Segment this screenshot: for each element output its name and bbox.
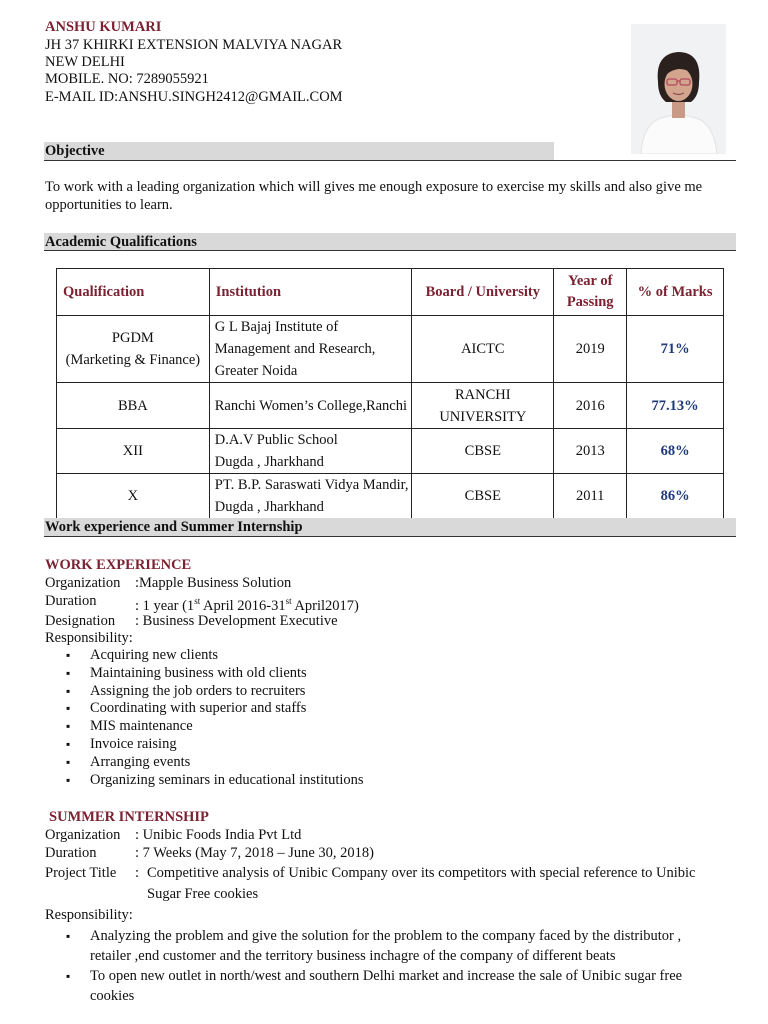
board-cell: CBSE [412,429,554,474]
list-item: ▪ Coordinating with superior and staffs [45,700,364,718]
column-header: Institution [209,269,412,316]
work-designation-label: Designation [45,613,116,629]
institution-cell: G L Bajaj Institute of Management and Research, Greater Noida [209,316,412,383]
objective-text-line-2: opportunities to learn. [45,197,173,213]
list-item: ▪ Maintaining business with old clients [45,665,364,683]
work-organization-label: Organization [45,575,121,591]
column-header: Board / University [412,269,554,316]
work-duration-label: Duration [45,593,97,609]
email-address: E-MAIL ID:ANSHU.SINGH2412@GMAIL.COM [45,89,343,105]
table-row [57,429,724,474]
internship-heading: SUMMER INTERNSHIP [49,809,209,825]
institution-cell: D.A.V Public School Dugda , Jharkhand [209,429,412,474]
table-row [57,383,724,429]
internship-project-label: Project Title [45,865,117,881]
year-cell: 2019 [554,316,627,383]
marks-cell: 86% [627,474,724,519]
list-item: ▪ Analyzing the problem and give the solution for the problem to the company faced by the distributor , retailer ,end customer and the territory business inchagre of the company of different beats [45,926,735,966]
objective-text-line-1: To work with a leading organization which will gives me enough exposure to exercise my skills and also give me [45,179,703,195]
experience-heading: Work experience and Summer Internship [44,518,736,536]
column-header: Year of Passing [554,269,627,316]
board-cell: RANCHI UNIVERSITY [412,383,554,429]
work-designation-value: : Business Development Executive [135,613,338,629]
profile-photo [631,24,726,154]
list-item: ▪ Arranging events [45,754,364,772]
address-line-2: NEW DELHI [45,54,125,70]
work-responsibility-label: Responsibility: [45,630,133,646]
institution-cell: PT. B.P. Saraswati Vidya Mandir, Dugda , Jharkhand [209,474,412,519]
year-cell: 2011 [554,474,627,519]
internship-responsibility-list [45,926,735,1006]
marks-cell: 68% [627,429,724,474]
qualification-cell [57,316,210,383]
mobile-number: MOBILE. NO: 7289055921 [45,71,209,87]
objective-divider [44,160,736,161]
internship-project-line-1: Competitive analysis of Unibic Company over its competitors with special reference to Unibic [147,865,696,881]
table-row [57,316,724,383]
qualification-cell: BBA [57,383,210,429]
marks-cell: 77.13% [627,383,724,429]
work-experience-heading: WORK EXPERIENCE [45,557,192,573]
table-header-row [57,269,724,316]
academic-divider [44,250,736,251]
internship-project-colon: : [135,865,140,881]
internship-responsibility-label: Responsibility: [45,907,133,923]
objective-heading: Objective [44,142,554,160]
address-line-1: JH 37 KHIRKI EXTENSION MALVIYA NAGAR [45,37,343,53]
column-header: Qualification [57,269,210,316]
board-cell: CBSE [412,474,554,519]
column-header: % of Marks [627,269,724,316]
qualification-specialization: (Marketing & Finance) [65,352,201,368]
internship-organization-value: : Unibic Foods India Pvt Ltd [135,827,302,843]
qualifications-table [56,268,724,519]
experience-divider [44,536,736,537]
internship-organization-label: Organization [45,827,121,843]
work-duration-value: : 1 year (1st April 2016-31st April2017) [135,596,359,614]
table-row [57,474,724,519]
internship-duration-value: : 7 Weeks (May 7, 2018 – June 30, 2018) [135,845,374,861]
candidate-name: ANSHU KUMARI [45,19,162,35]
list-item: ▪ Acquiring new clients [45,647,364,665]
board-cell: AICTC [412,316,554,383]
list-item: ▪ Assigning the job orders to recruiters [45,683,364,701]
qualification-cell: XII [57,429,210,474]
year-cell: 2016 [554,383,627,429]
list-item: ▪ Organizing seminars in educational institutions [45,772,364,790]
work-organization-value: :Mapple Business Solution [135,575,292,591]
list-item: ▪ MIS maintenance [45,718,364,736]
institution-cell: Ranchi Women’s College,Ranchi [209,383,412,429]
marks-cell: 71% [627,316,724,383]
internship-project-line-2: Sugar Free cookies [147,886,259,902]
qualification-name: PGDM [111,330,154,346]
qualification-cell: X [57,474,210,519]
list-item: ▪ Invoice raising [45,736,364,754]
academic-heading: Academic Qualifications [44,233,736,251]
internship-duration-label: Duration [45,845,97,861]
list-item: ▪ To open new outlet in north/west and southern Delhi market and increase the sale of Unibic sugar free cookies [45,966,735,1006]
year-cell: 2013 [554,429,627,474]
work-responsibility-list [45,647,364,789]
